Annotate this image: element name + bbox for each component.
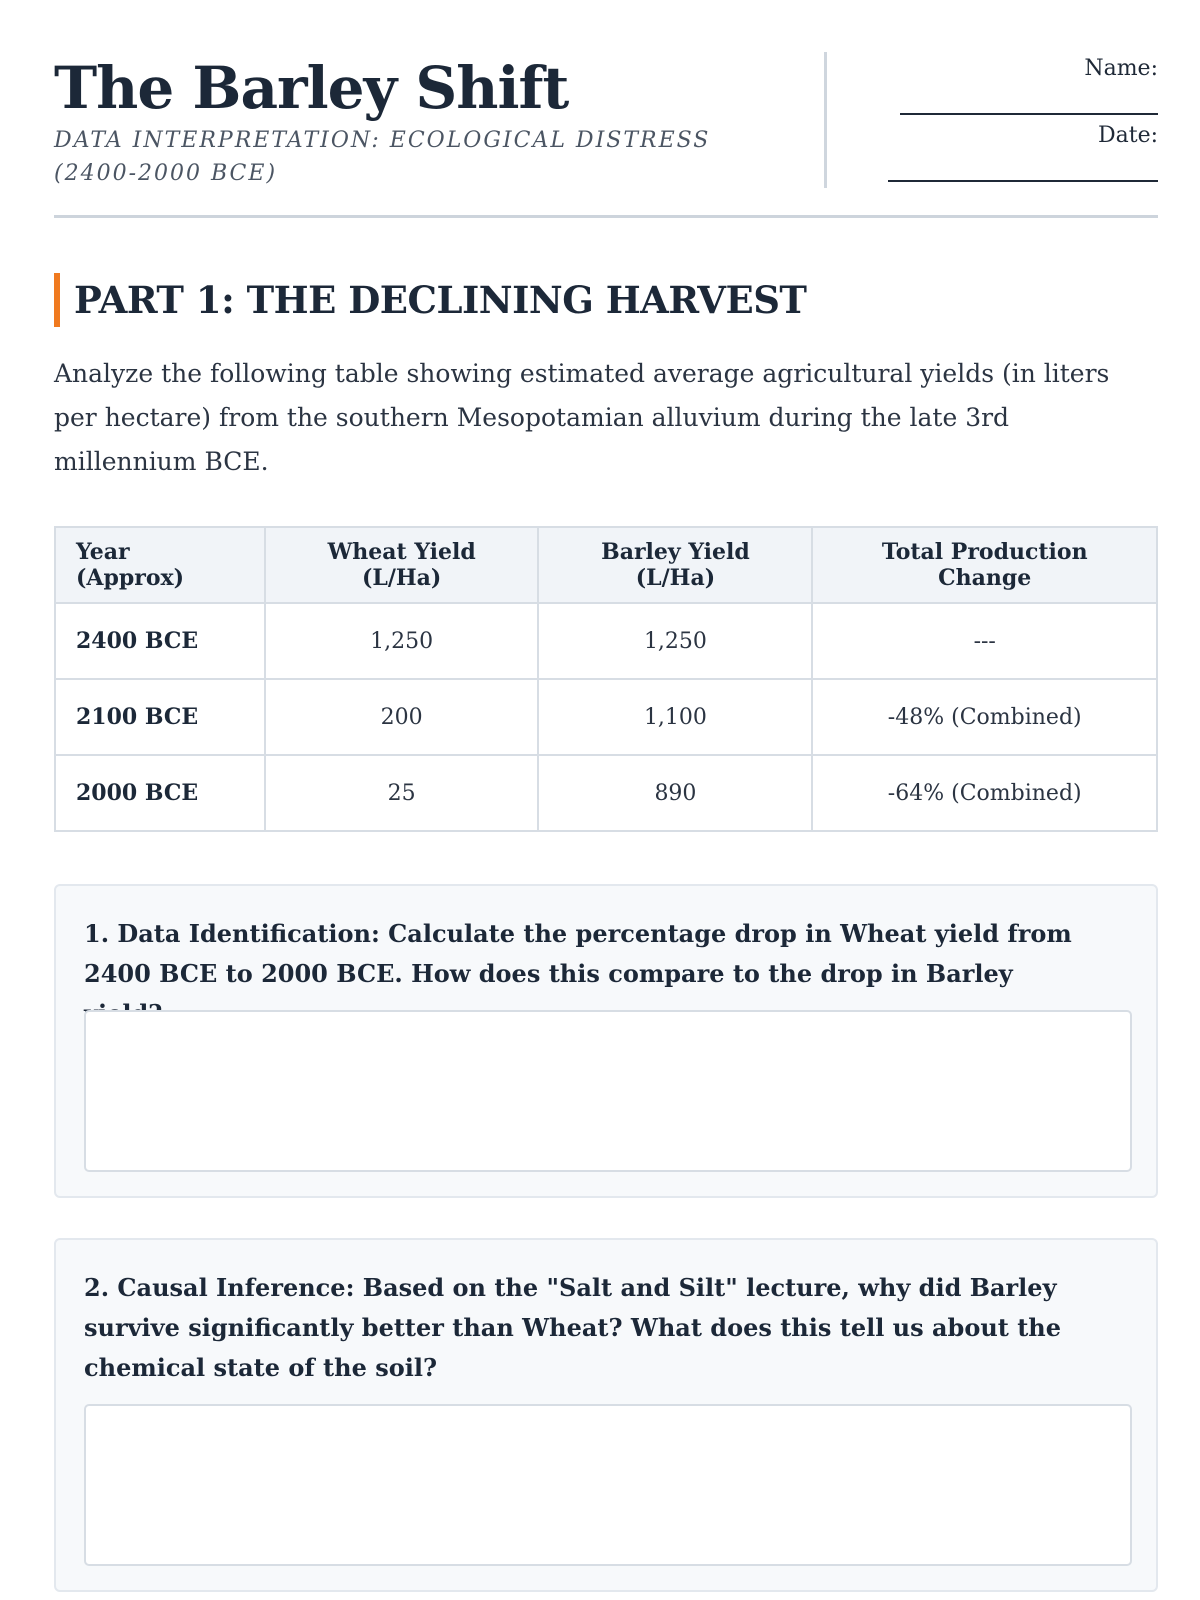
cell-barley: 1,250 (538, 603, 812, 679)
section-accent-bar (54, 273, 60, 327)
table-row (55, 755, 1157, 831)
page-subtitle: DATA INTERPRETATION: ECOLOGICAL DISTRESS (2400-2000 BCE) (54, 128, 711, 186)
page-title: The Barley Shift (54, 54, 569, 122)
question-1-text: 1. Data Identification: Calculate the percentage drop in Wheat yield from 2400 BCE to 2000 BCE. How does this compare to the drop in Barley (84, 919, 1072, 988)
cell-barley: 1,100 (538, 679, 812, 755)
section-title: PART 1: THE DECLINING HARVEST (74, 278, 807, 322)
answer-box-1[interactable] (84, 1010, 1132, 1172)
cell-change: -64% (Combined) (812, 755, 1157, 831)
question-card-1 (54, 884, 1158, 1198)
yield-table (54, 526, 1158, 832)
cell-change: --- (812, 603, 1157, 679)
worksheet-header (54, 52, 1158, 220)
intro-paragraph: Analyze the following table showing estimated average agricultural yields (in liters per hectare) from the southern Mesopotamian alluvium during the late 3rd millennium BCE. (54, 359, 1110, 476)
header-rule (54, 215, 1158, 218)
cell-wheat: 25 (265, 755, 539, 831)
header-divider (824, 52, 827, 188)
question-card-2 (54, 1238, 1158, 1592)
date-line[interactable] (888, 180, 1158, 182)
question-2-text: 2. Causal Inference: Based on the "Salt and Silt" lecture, why did Barley survive significantly better than Wheat? What does this tell us about the chemical state of the soil? (84, 1273, 1062, 1382)
table-row (55, 679, 1157, 755)
date-label: Date: (1097, 123, 1158, 148)
cell-wheat: 1,250 (265, 603, 539, 679)
name-line[interactable] (900, 113, 1158, 115)
table-row (55, 603, 1157, 679)
name-label: Name: (1084, 56, 1158, 81)
cell-wheat: 200 (265, 679, 539, 755)
header-wheat: Wheat Yield (L/Ha) (265, 527, 539, 603)
cell-barley: 890 (538, 755, 812, 831)
answer-box-2[interactable] (84, 1404, 1132, 1566)
cell-year: 2100 BCE (55, 679, 265, 755)
header-change: Total Production Change (812, 527, 1157, 603)
cell-year: 2400 BCE (55, 603, 265, 679)
cell-year: 2000 BCE (55, 755, 265, 831)
header-year: Year (Approx) (55, 527, 265, 603)
header-barley: Barley Yield (L/Ha) (538, 527, 812, 603)
table-header-row (55, 527, 1157, 603)
cell-change: -48% (Combined) (812, 679, 1157, 755)
